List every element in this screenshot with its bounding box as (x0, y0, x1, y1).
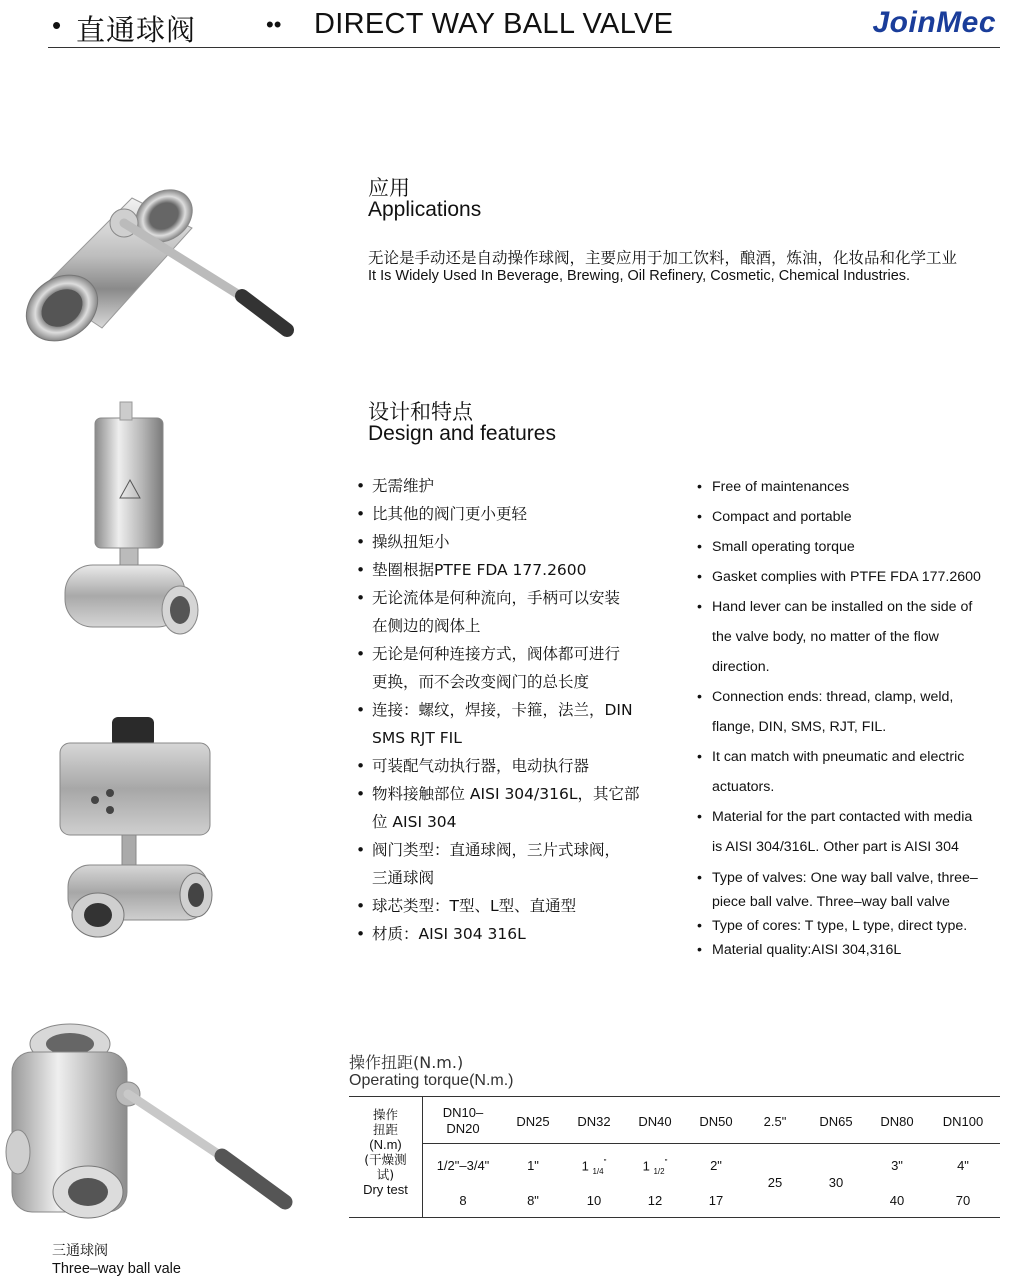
list-item: • 操纵扭矩小 (356, 528, 676, 556)
size-cell: 1/2"–3/4" (436, 1158, 490, 1173)
size-cell: 1 $_{1/2}$" (642, 1158, 668, 1176)
torque-value-cell: 40 (889, 1193, 905, 1208)
torque-value-cell: 12 (647, 1193, 663, 1208)
list-item: • Material for the part contacted with media is AISI 304/316L. Other part is AISI 304 (697, 802, 1012, 862)
design-title-english: Design and features (368, 422, 556, 445)
torque-value-cell: 25 (767, 1175, 783, 1190)
list-item: • Free of maintenances (697, 472, 1012, 502)
column-header: DN40 (638, 1114, 672, 1129)
page-header (48, 0, 1000, 48)
list-item: • Material quality:AISI 304,316L (697, 938, 1012, 962)
list-item: • Connection ends: thread, clamp, weld, flange, DIN, SMS, RJT, FIL. (697, 682, 1012, 742)
torque-value-cell: 17 (708, 1193, 724, 1208)
caption-chinese: 三通球阀 (52, 1243, 108, 1259)
list-item: • Compact and portable (697, 502, 1012, 532)
features-list-chinese (356, 472, 676, 948)
list-item: • Type of cores: T type, L type, direct type. (697, 914, 1012, 938)
size-cell: 2" (710, 1158, 722, 1173)
list-item: • 材质：AISI 304 316L (356, 920, 676, 948)
list-item: • Gasket complies with PTFE FDA 177.2600 (697, 562, 1012, 592)
table-divider (422, 1143, 1000, 1144)
list-item: • 阀门类型：直通球阀，三片式球阀， 三通球阀 (356, 836, 676, 892)
torque-value-cell: 8" (527, 1193, 539, 1208)
applications-text-english: It Is Widely Used In Beverage, Brewing, Oil Refinery, Cosmetic, Chemical Industries. (368, 268, 911, 284)
actuated-ball-valve-image (60, 400, 205, 658)
torque-table (349, 1096, 1000, 1218)
pneumatic-three-way-valve-image (50, 715, 225, 950)
design-title-chinese: 设计和特点 (368, 400, 473, 424)
list-item: • 球芯类型：T型、L型、直通型 (356, 892, 676, 920)
torque-title-chinese: 操作扭距(N.m.) (349, 1053, 464, 1072)
list-item: • 连接：螺纹，焊接，卡箍，法兰，DIN SMS RJT FIL (356, 696, 676, 752)
title-chinese: 直通球阀 (76, 13, 197, 47)
torque-row-header: 操作 扭距 (N.m) (干燥测 试) Dry test (363, 1107, 408, 1197)
features-list-english (697, 472, 1012, 962)
brand-logo: JoinMec (872, 6, 996, 39)
caption-english: Three–way ball vale (52, 1261, 181, 1277)
size-cell: 1" (527, 1158, 539, 1173)
column-header: DN100 (942, 1114, 984, 1129)
applications-title-english: Applications (368, 198, 482, 221)
list-item: • 无论流体是何种流向，手柄可以安装 在侧边的阀体上 (356, 584, 676, 640)
list-item: • Type of valves: One way ball valve, three– piece ball valve. Three–way ball valve (697, 866, 1012, 914)
size-cell: 3" (891, 1158, 903, 1173)
list-item: • 比其他的阀门更小更轻 (356, 500, 676, 528)
column-header: 2.5" (763, 1114, 787, 1129)
list-item: • Hand lever can be installed on the side of the valve body, no matter of the flow direction. (697, 592, 1012, 682)
list-item: • 垫圈根据PTFE FDA 177.2600 (356, 556, 676, 584)
column-header: DN10– DN20 (442, 1105, 484, 1136)
applications-title-chinese: 应用 (368, 176, 410, 200)
header-dots: •• (266, 12, 282, 37)
list-item: • 无需维护 (356, 472, 676, 500)
torque-value-cell: 70 (955, 1193, 971, 1208)
list-item: • 物料接触部位 AISI 304/316L，其它部 位 AISI 304 (356, 780, 676, 836)
list-item: • 可装配气动执行器，电动执行器 (356, 752, 676, 780)
manual-ball-valve-image (12, 178, 302, 353)
column-header: DN32 (577, 1114, 611, 1129)
list-item: • Small operating torque (697, 532, 1012, 562)
list-item: • 无论是何种连接方式，阀体都可进行 更换，而不会改变阀门的总长度 (356, 640, 676, 696)
header-bullet: • (52, 10, 62, 40)
torque-value-cell: 30 (828, 1175, 844, 1190)
column-header: DN50 (699, 1114, 733, 1129)
title-english: DIRECT WAY BALL VALVE (314, 8, 674, 40)
torque-value-cell: 8 (459, 1193, 467, 1208)
list-item: • It can match with pneumatic and electric actuators. (697, 742, 1012, 802)
torque-title-english: Operating torque(N.m.) (349, 1072, 514, 1089)
column-header: DN80 (880, 1114, 914, 1129)
table-divider (422, 1097, 423, 1217)
applications-text-chinese: 无论是手动还是自动操作球阀，主要应用于加工饮料，酿酒，炼油，化妆品和化学工业 (368, 249, 958, 267)
three-way-valve-image (0, 1012, 300, 1237)
column-header: DN65 (819, 1114, 853, 1129)
column-header: DN25 (516, 1114, 550, 1129)
size-cell: 4" (957, 1158, 969, 1173)
size-cell: 1 $_{1/4}$" (581, 1158, 607, 1176)
torque-value-cell: 10 (586, 1193, 602, 1208)
